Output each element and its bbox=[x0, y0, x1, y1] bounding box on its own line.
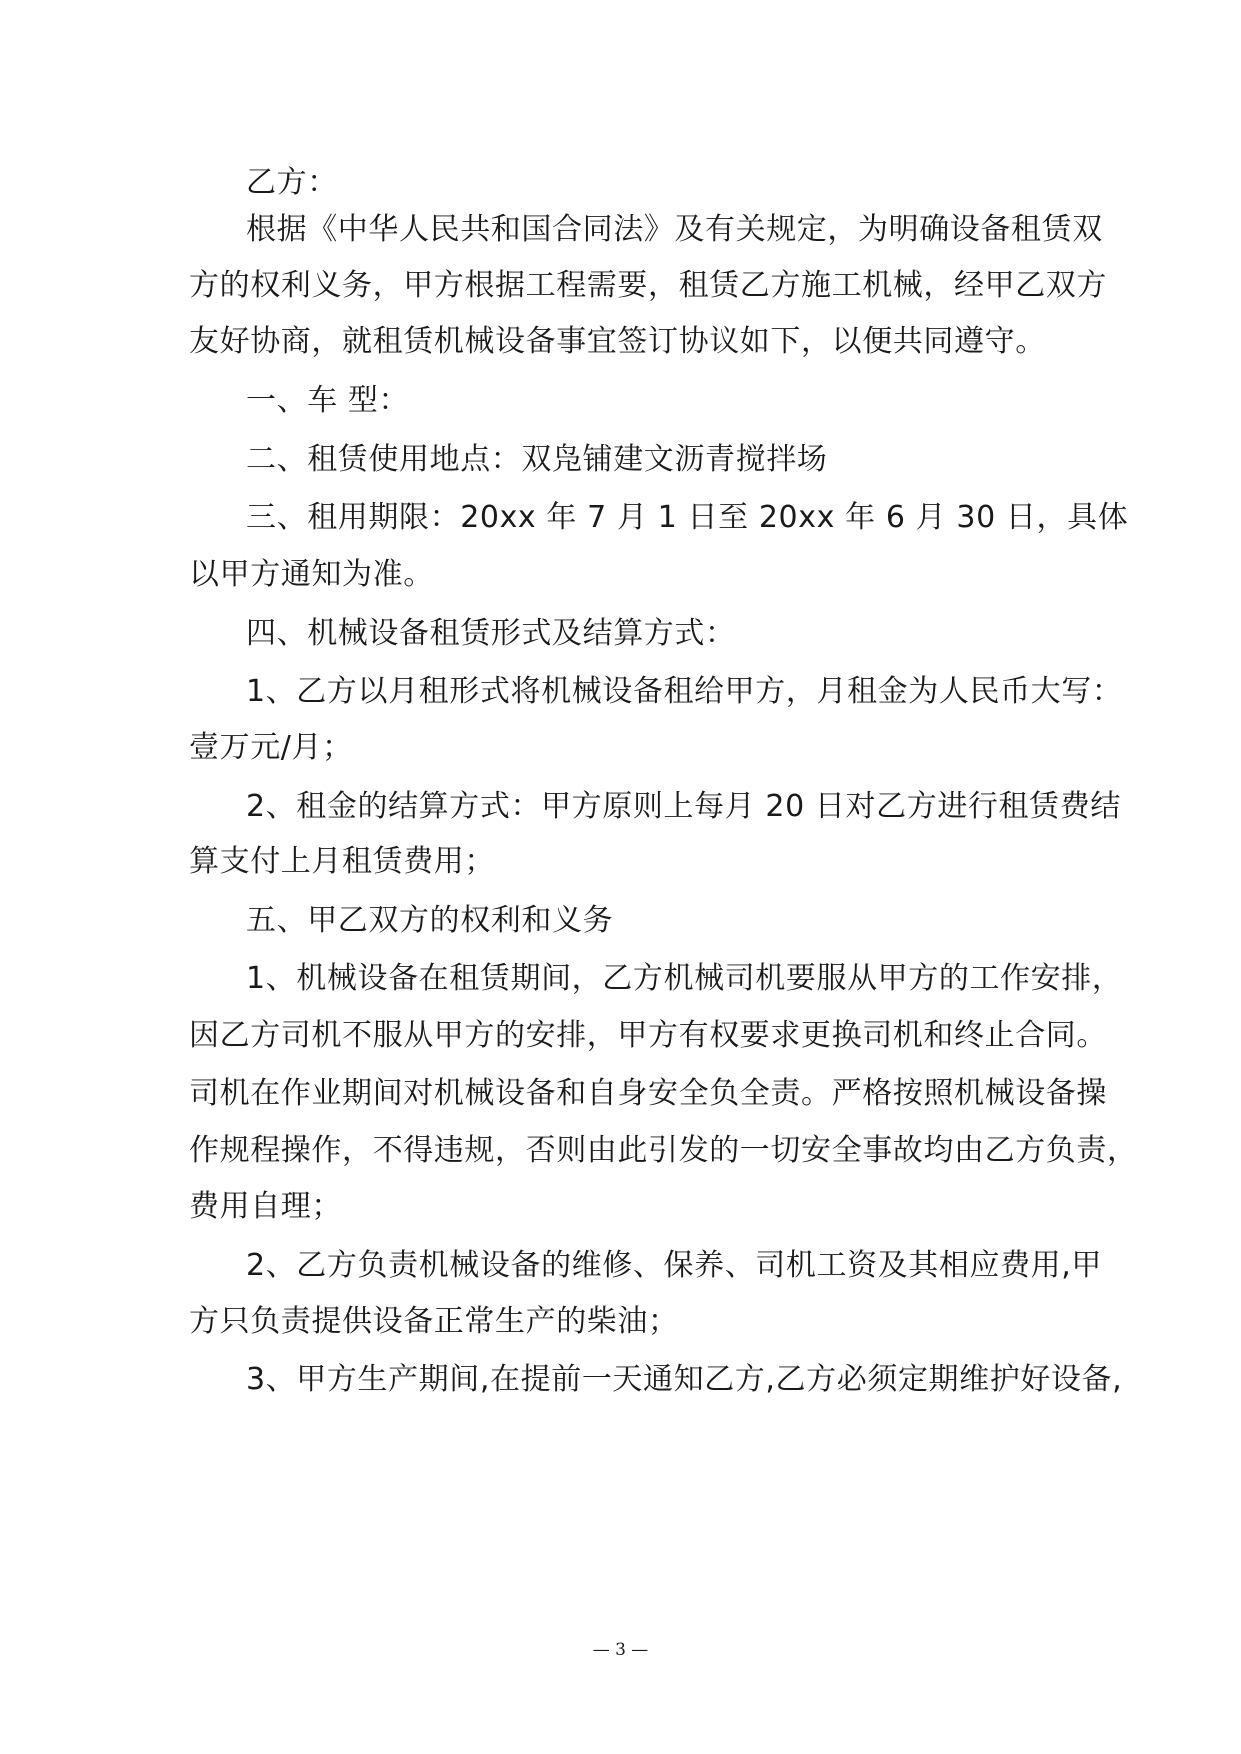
section-5-item-1-line-4: 作规程操作，不得违规，否则由此引发的一切安全事故均由乙方负责， bbox=[189, 1133, 1138, 1168]
section-2-location: 二、租赁使用地点：双凫铺建文沥青搅拌场 bbox=[246, 442, 828, 477]
paragraph-intro-line-3: 友好协商，就租赁机械设备事宜签订协议如下，以便共同遵守。 bbox=[189, 324, 1046, 359]
section-4-item-2-line-2: 算支付上月租赁费用； bbox=[189, 844, 495, 879]
page-number: — 3 — bbox=[592, 1640, 649, 1660]
section-5-item-1-line-1: 1、机械设备在租赁期间，乙方机械司机要服从甲方的工作安排， bbox=[246, 961, 1123, 996]
section-5-heading: 五、甲乙双方的权利和义务 bbox=[246, 903, 614, 938]
paragraph-intro-line-2: 方的权利义务，甲方根据工程需要，租赁乙方施工机械，经甲乙双方 bbox=[189, 268, 1107, 303]
section-4-heading: 四、机械设备租赁形式及结算方式： bbox=[246, 616, 736, 651]
section-5-item-2-line-1: 2、乙方负责机械设备的维修、保养、司机工资及其相应费用,甲 bbox=[246, 1248, 1103, 1283]
section-5-item-1-line-2: 因乙方司机不服从甲方的安排，甲方有权要求更换司机和终止合同。 bbox=[189, 1018, 1107, 1053]
section-5-item-1-line-5: 费用自理； bbox=[189, 1189, 342, 1224]
section-3-term-line-2: 以甲方通知为准。 bbox=[189, 557, 434, 592]
section-1-vehicle-type: 一、车 型： bbox=[246, 383, 410, 418]
section-4-item-1-line-1: 1、乙方以月租形式将机械设备租给甲方，月租金为人民币大写： bbox=[246, 674, 1123, 709]
section-4-item-1-line-2: 壹万元/月； bbox=[189, 730, 353, 765]
section-4-item-2-line-1: 2、租金的结算方式：甲方原则上每月 20 日对乙方进行租赁费结 bbox=[246, 789, 1121, 824]
section-3-term-line-1: 三、租用期限：20xx 年 7 月 1 日至 20xx 年 6 月 30 日，具体 bbox=[246, 500, 1129, 535]
section-5-item-1-line-3: 司机在作业期间对机械设备和自身安全负全责。严格按照机械设备操 bbox=[189, 1076, 1107, 1111]
section-5-item-2-line-2: 方只负责提供设备正常生产的柴油； bbox=[189, 1304, 679, 1339]
party-b-label: 乙方： bbox=[246, 165, 338, 200]
section-5-item-3-line-1: 3、甲方生产期间,在提前一天通知乙方,乙方必须定期维护好设备, bbox=[246, 1362, 1123, 1397]
paragraph-intro-line-1: 根据《中华人民共和国合同法》及有关规定，为明确设备租赁双 bbox=[246, 212, 1103, 247]
